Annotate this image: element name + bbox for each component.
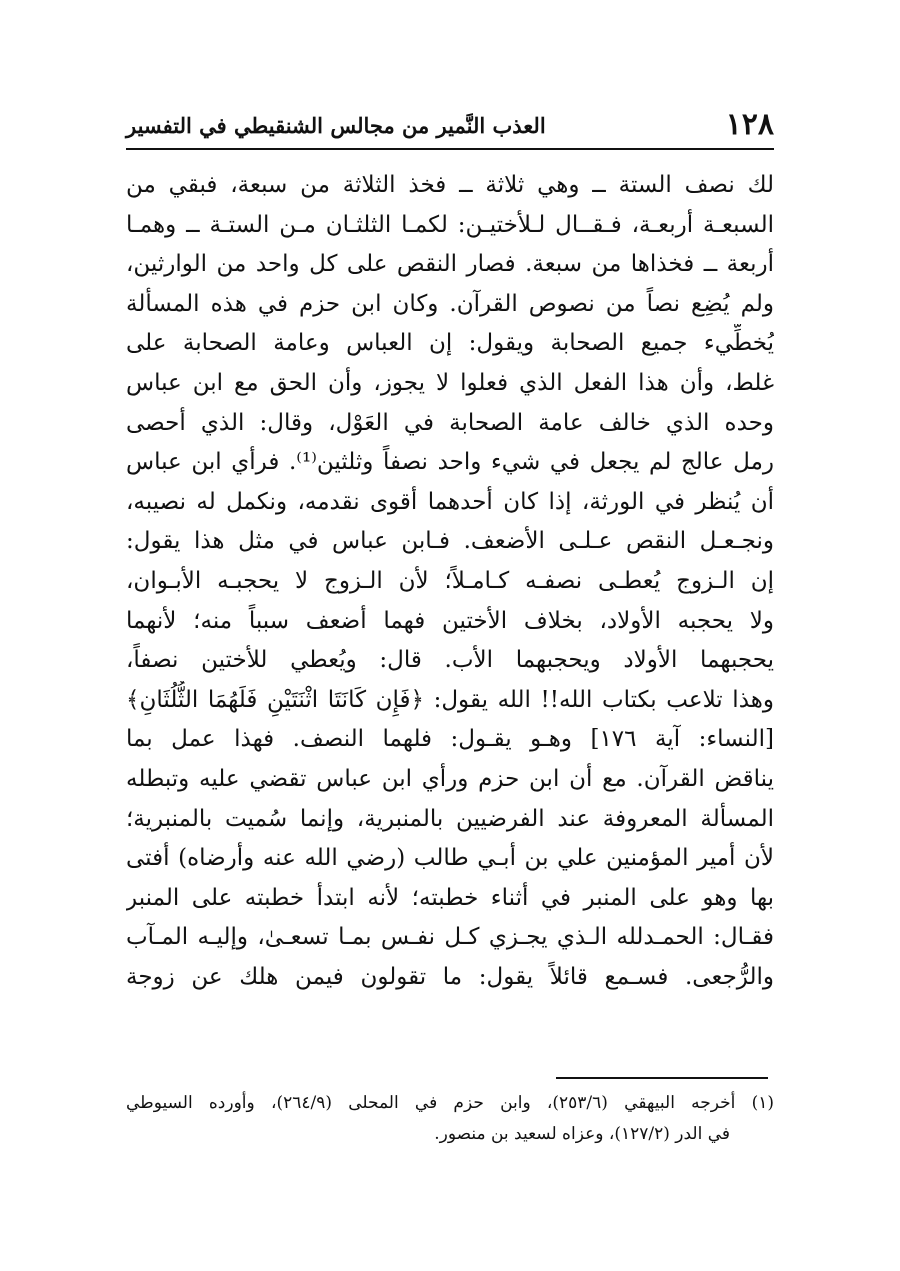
body-line: السبعـة أربعـة، فـقــال لـلأختيـن: لكمـا الثلثـان مـن الستـة ــ وهمـا [126,211,774,238]
footnote-line: (١) أخرجه البيهقي (٢٥٣/٦)، وابن حزم في المحلى (٢٦٤/٩)، وأورده السيوطي [126,1093,774,1113]
running-title: العذب النَّمير من مجالس الشنقيطي في التفسير [126,113,546,138]
body-line: [النساء: آية ١٧٦] وهـو يقـول: فلهما النصف. فهذا عمل بما [126,726,774,753]
body-line: لأن أمير المؤمنين علي بن أبـي طالب (رضي الله عنه وأرضاه) أفتى [126,845,774,872]
body-line: ولم يُضِع نصاً من نصوص القرآن. وكان ابن حزم في هذه المسألة [126,290,774,317]
body-line: يحجبهما الأولاد ويحجبهما الأب. قال: ويُعطي للأختين نصفاً، [126,647,774,674]
body-line: فقـال: الحمـدلله الـذي يجـزي كـل نفـس بمـا تسعـىٰ، وإليـه المـآب [126,924,774,951]
footnotes [126,1088,774,1150]
body-line: ونجـعـل النقص عـلـى الأضعف. فـابن عباس في مثل هذا يقول: [126,528,774,555]
body-line: المسألة المعروفة عند الفرضيين بالمنبرية، وإنما سُميت بالمنبرية؛ [126,805,774,832]
body-line: ولا يحجبه الأولاد، بخلاف الأختين فهما أضعف سبباً منه؛ لأنهما [126,607,774,634]
footnote-line: في الدر (١٢٧/٢)، وعزاه لسعيد بن منصور. [434,1124,730,1144]
footnote-separator [556,1077,768,1079]
body-line: أربعة ــ فخذاها من سبعة. فصار النقص على كل واحد من الوارثين، [126,251,774,278]
body-line: والرُّجعى. فسـمع قائلاً يقول: ما تقولون فيمن هلك عن زوجة [126,963,774,990]
body-line: لك نصف الستة ــ وهي ثلاثة ــ فخذ الثلاثة من سبعة، فبقي من [126,172,774,198]
body-line: يُخطِّيء جميع الصحابة ويقول: إن العباس وعامة الصحابة على [126,330,774,357]
body-line: أن يُنظر في الورثة، إذا كان أحدهما أقوى نقدمه، ونكمل له نصيبه، [126,488,774,515]
body-text [126,166,774,997]
header-rule [126,148,774,150]
body-line: رمل عالج لم يجعل في شيء واحد نصفاً وثلثين⁽¹⁾. فرأي ابن عباس [126,449,774,476]
body-line: بها وهو على المنبر في أثناء خطبته؛ لأنه ابتدأ خطبته على المنبر [126,884,774,911]
body-line: غلط، وأن هذا الفعل الذي فعلوا لا يجوز، وأن الحق مع ابن عباس [126,369,774,396]
body-line-quran-verse: وهذا تلاعب بكتاب الله!! الله يقول: ﴿فَإِن كَانَتَا اثْنَتَيْنِ فَلَهُمَا الثُّلُثَانِ﴾ [126,686,774,713]
page-header [126,106,774,146]
page-number: ١٢٨ [725,107,774,142]
body-line: إن الـزوج يُعطـى نصفـه كـامـلاً؛ لأن الـزوج لا يحجبـه الأبـوان، [126,567,774,594]
body-line: يناقض القرآن. مع أن ابن حزم ورأي ابن عباس تقضي عليه وتبطله [126,765,774,792]
body-line: وحده الذي خالف عامة الصحابة في العَوْل، وقال: الذي أحصى [126,409,774,436]
